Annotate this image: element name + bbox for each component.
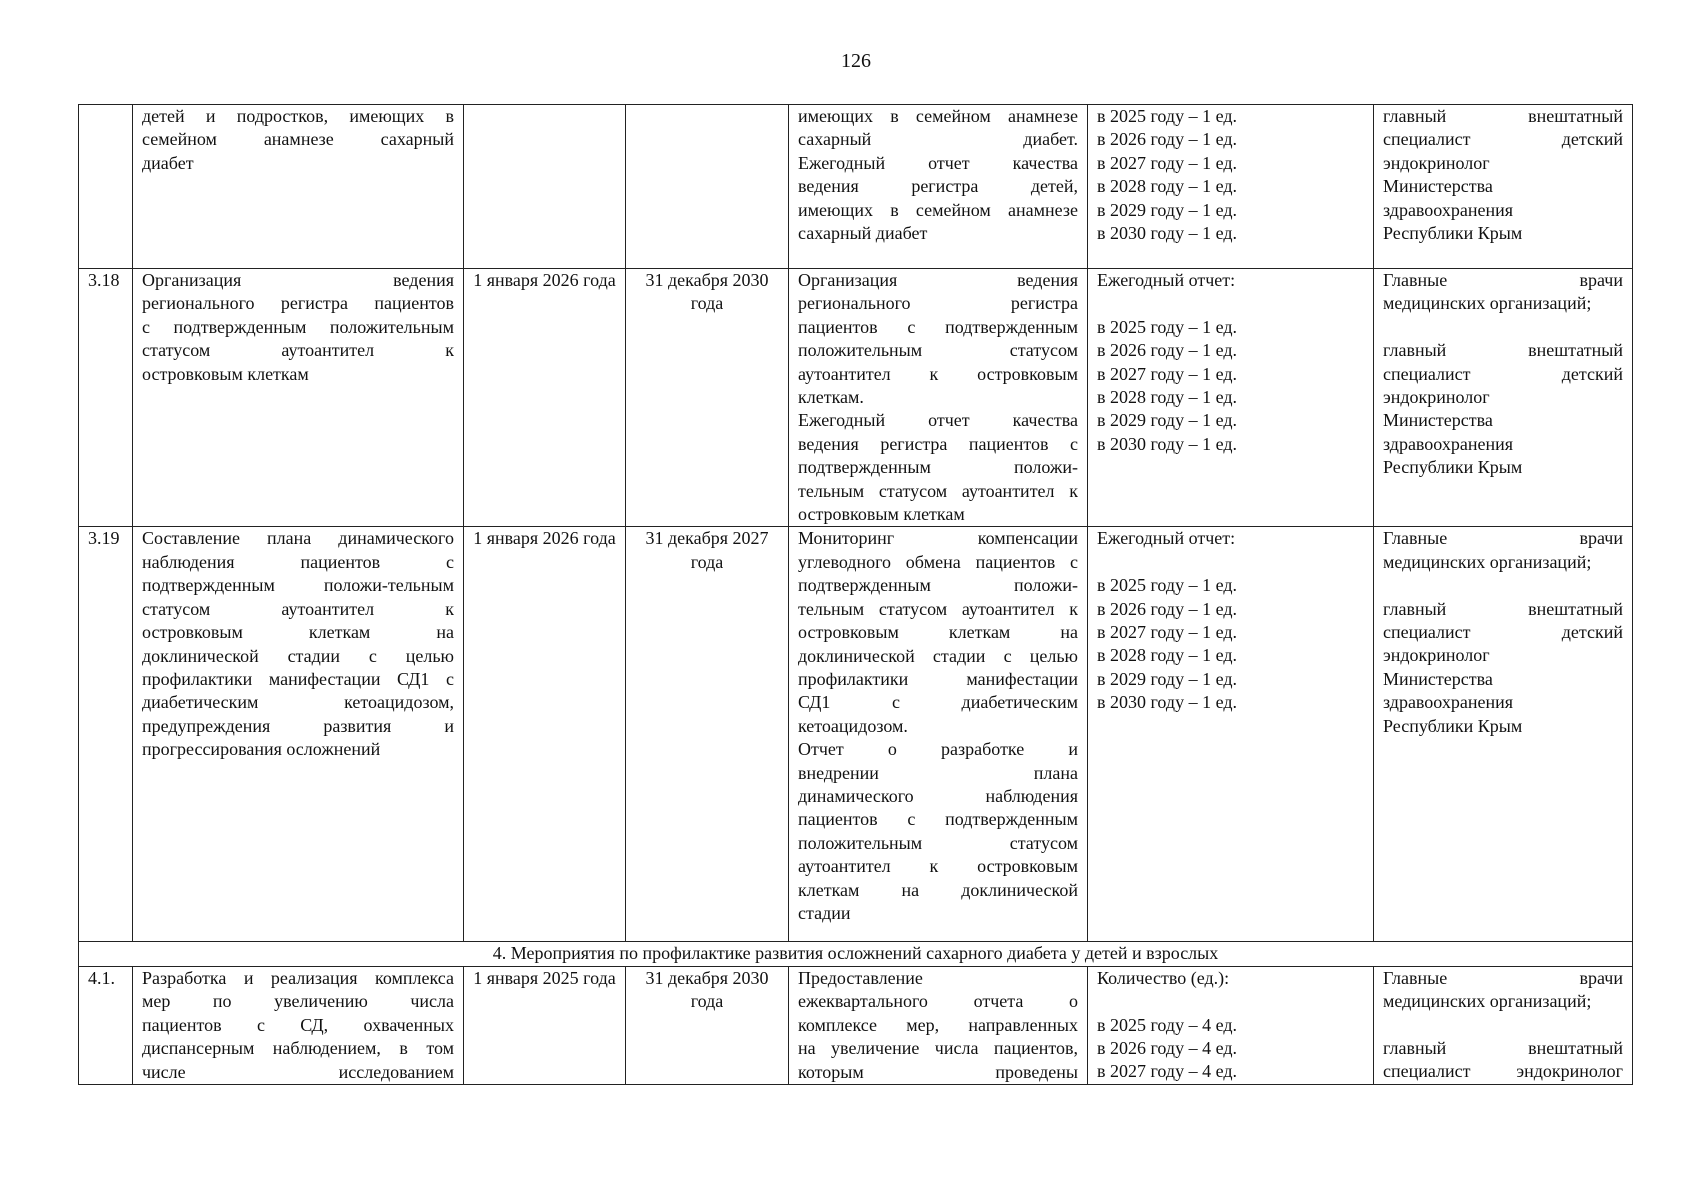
text-line: Составление плана динамического — [142, 528, 454, 549]
text-line: Организация ведения — [142, 270, 454, 290]
text-line: ведения регистра детей, — [798, 176, 1078, 197]
row-number: 3.18 — [79, 269, 133, 527]
section-row — [79, 942, 1633, 966]
text-line: пациентов с подтвержденным — [798, 809, 1078, 830]
end-date: 31 декабря 2030 года — [626, 966, 789, 1084]
text-line: специалист детский — [1383, 363, 1623, 384]
text-line: диспансерным наблюдением, в том — [142, 1038, 454, 1059]
section-title: 4. Мероприятия по профилактике развития осложнений сахарного диабета у детей и взрослых — [79, 942, 1633, 966]
text-line: островковым клеткам — [798, 504, 965, 525]
indicator-line: в 2029 году – 1 ед. — [1097, 199, 1237, 220]
text-line: мер по увеличению числа — [142, 991, 454, 1012]
text-line: пациентов с СД, охваченных — [142, 1014, 454, 1035]
indicator-line: в 2025 году – 1 ед. — [1097, 316, 1237, 337]
text-line: имеющих в семейном анамнезе — [798, 199, 1078, 220]
indicator-line: в 2027 году – 1 ед. — [1097, 363, 1237, 384]
text-line: сахарный диабет — [798, 223, 928, 244]
indicator-title: Количество (ед.): — [1097, 967, 1230, 988]
indicator-line: в 2027 году – 1 ед. — [1097, 152, 1237, 173]
table-row — [79, 269, 1633, 527]
text-line: главный внештатный — [1383, 1038, 1623, 1059]
text-line: Мониторинг компенсации — [798, 528, 1078, 549]
text-line: детей и подростков, имеющих в — [142, 106, 454, 126]
text-line: Главные врачи — [1383, 967, 1623, 988]
text-line: Ежегодный отчет качества — [798, 410, 1078, 431]
text-line: регионального регистра — [798, 293, 1078, 314]
text-line: Республики Крым — [1383, 457, 1523, 478]
text-line: доклинической стадии с целью — [142, 645, 454, 666]
text-line: медицинских организаций; — [1383, 293, 1592, 314]
text-line: островковым клеткам на — [142, 622, 454, 643]
indicator — [1088, 269, 1374, 527]
indicator-line: в 2030 году – 1 ед. — [1097, 433, 1237, 454]
text-line: диабет — [142, 152, 194, 173]
table-row — [79, 105, 1633, 269]
text-line: главный внештатный — [1383, 106, 1623, 126]
text-line: Разработка и реализация комплекса — [142, 967, 454, 988]
start-date: 1 января 2025 года — [464, 966, 626, 1084]
indicator-line: в 2027 году – 4 ед. — [1097, 1061, 1237, 1082]
text-line: тельным статусом аутоантител к — [798, 480, 1078, 501]
indicator-line: в 2026 году – 1 ед. — [1097, 340, 1237, 361]
indicator-line: в 2025 году – 1 ед. — [1097, 575, 1237, 596]
row-number — [79, 105, 133, 269]
indicator — [1088, 966, 1374, 1084]
text-line: Министерства — [1383, 410, 1493, 431]
text-line: Республики Крым — [1383, 223, 1523, 244]
text-line: прогрессирования осложнений — [142, 739, 381, 760]
indicator-line: в 2030 году – 1 ед. — [1097, 692, 1237, 713]
text-line: здравоохранения — [1383, 433, 1514, 454]
text-line: профилактики манифестации СД1 с — [142, 668, 454, 689]
text-line: кетоацидозом. — [798, 715, 908, 736]
text-line: на увеличение числа пациентов, — [798, 1038, 1078, 1059]
start-date: 1 января 2026 года — [464, 269, 626, 527]
text-line: имеющих в семейном анамнезе — [798, 106, 1078, 126]
text-line: главный внештатный — [1383, 598, 1623, 619]
text-line: числе исследованием — [142, 1061, 454, 1082]
text-line: которым проведены — [798, 1061, 1078, 1082]
text-line: островковым клеткам на — [798, 622, 1078, 643]
text-line: аутоантител к островковым — [798, 856, 1078, 877]
text-line: специалист детский — [1383, 622, 1623, 643]
text-line: клеткам. — [798, 387, 864, 408]
end-date — [626, 105, 789, 269]
indicator-line: в 2025 году – 1 ед. — [1097, 106, 1237, 126]
text-line: специалист детский — [1383, 129, 1623, 150]
measures-table — [78, 104, 1633, 1085]
measure-name — [133, 527, 464, 942]
indicator-line: в 2025 году – 4 ед. — [1097, 1014, 1237, 1035]
table-row — [79, 966, 1633, 1084]
text-line: стадии — [798, 902, 851, 923]
indicator-line: в 2028 году – 1 ед. — [1097, 387, 1237, 408]
expected-result — [789, 269, 1088, 527]
expected-result — [789, 105, 1088, 269]
text-line: подтвержденным положи- — [798, 575, 1078, 596]
indicator-line: в 2027 году – 1 ед. — [1097, 622, 1237, 643]
text-line: эндокринолог — [1383, 645, 1490, 666]
text-line: аутоантител к островковым — [798, 363, 1078, 384]
text-line: внедрении плана — [798, 762, 1078, 783]
table-row — [79, 527, 1633, 942]
text-line: ежеквартального отчета о — [798, 991, 1078, 1012]
indicator-title: Ежегодный отчет: — [1097, 270, 1236, 290]
text-line: семейном анамнезе сахарный — [142, 129, 454, 150]
text-line: Ежегодный отчет качества — [798, 152, 1078, 173]
text-line: Министерства — [1383, 176, 1493, 197]
text-line: Министерства — [1383, 668, 1493, 689]
text-line: комплексе мер, направленных — [798, 1014, 1078, 1035]
text-line: с подтвержденным положительным — [142, 316, 454, 337]
text-line: наблюдения пациентов с — [142, 551, 454, 572]
text-line: ведения регистра пациентов с — [798, 433, 1078, 454]
indicator-line: в 2026 году – 1 ед. — [1097, 129, 1237, 150]
text-line: Главные врачи — [1383, 528, 1623, 549]
indicator-line: в 2026 году – 1 ед. — [1097, 598, 1237, 619]
text-line: подтвержденным положи- — [798, 457, 1078, 478]
end-date: 31 декабря 2027 года — [626, 527, 789, 942]
start-date — [464, 105, 626, 269]
indicator-line: в 2030 году – 1 ед. — [1097, 223, 1237, 244]
responsible — [1374, 105, 1633, 269]
text-line: пациентов с подтвержденным — [798, 316, 1078, 337]
text-line: статусом аутоантител к — [142, 598, 454, 619]
text-line: эндокринолог — [1383, 152, 1490, 173]
text-line: положительным статусом — [798, 832, 1078, 853]
text-line: профилактики манифестации — [798, 668, 1078, 689]
text-line: специалист эндокринолог — [1383, 1061, 1623, 1082]
indicator-line: в 2028 году – 1 ед. — [1097, 176, 1237, 197]
text-line: клеткам на доклинической — [798, 879, 1078, 900]
responsible — [1374, 269, 1633, 527]
row-number: 3.19 — [79, 527, 133, 942]
text-line: предупреждения развития и — [142, 715, 454, 736]
text-line: СД1 с диабетическим — [798, 692, 1078, 713]
indicator-line: в 2028 году – 1 ед. — [1097, 645, 1237, 666]
text-line: углеводного обмена пациентов с — [798, 551, 1078, 572]
text-line: островковым клеткам — [142, 363, 309, 384]
measure-name — [133, 105, 464, 269]
responsible — [1374, 966, 1633, 1084]
indicator-title: Ежегодный отчет: — [1097, 528, 1236, 549]
row-number: 4.1. — [79, 966, 133, 1084]
responsible — [1374, 527, 1633, 942]
expected-result — [789, 966, 1088, 1084]
text-line: эндокринолог — [1383, 387, 1490, 408]
text-line: подтвержденным положи-тельным — [142, 575, 454, 596]
indicator-line: в 2029 году – 1 ед. — [1097, 410, 1237, 431]
text-line: положительным статусом — [798, 340, 1078, 361]
indicator-line: в 2029 году – 1 ед. — [1097, 668, 1237, 689]
text-line: Отчет о разработке и — [798, 739, 1078, 760]
text-line: главный внештатный — [1383, 340, 1623, 361]
text-line: регионального регистра пациентов — [142, 293, 454, 314]
text-line: медицинских организаций; — [1383, 551, 1592, 572]
text-line: Главные врачи — [1383, 270, 1623, 290]
page-number: 126 — [841, 50, 871, 72]
text-line: диабетическим кетоацидозом, — [142, 692, 454, 713]
text-line: здравоохранения — [1383, 199, 1514, 220]
indicator — [1088, 105, 1374, 269]
end-date: 31 декабря 2030 года — [626, 269, 789, 527]
indicator — [1088, 527, 1374, 942]
measure-name — [133, 966, 464, 1084]
text-line: Организация ведения — [798, 270, 1078, 290]
indicator-line: в 2026 году – 4 ед. — [1097, 1038, 1237, 1059]
text-line: доклинической стадии с целью — [798, 645, 1078, 666]
text-line: медицинских организаций; — [1383, 991, 1592, 1012]
text-line: динамического наблюдения — [798, 785, 1078, 806]
measure-name — [133, 269, 464, 527]
start-date: 1 января 2026 года — [464, 527, 626, 942]
text-line: Республики Крым — [1383, 715, 1523, 736]
text-line: здравоохранения — [1383, 692, 1514, 713]
text-line: сахарный диабет. — [798, 129, 1078, 150]
text-line: Предоставление — [798, 967, 923, 988]
text-line: тельным статусом аутоантител к — [798, 598, 1078, 619]
text-line: статусом аутоантител к — [142, 340, 454, 361]
expected-result — [789, 527, 1088, 942]
